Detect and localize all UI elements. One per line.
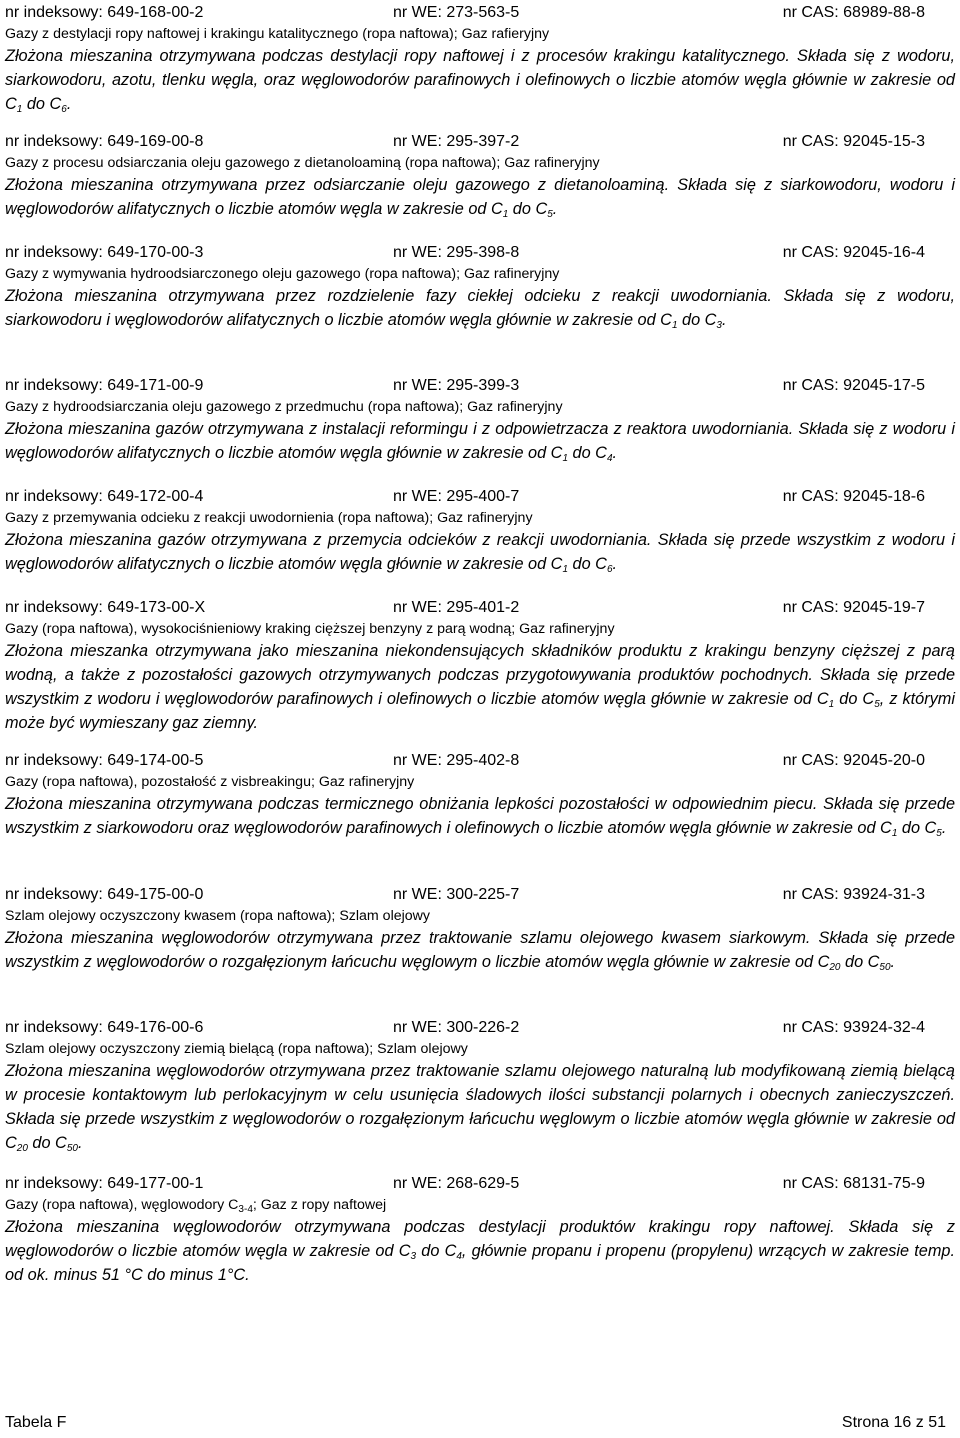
we-number: nr WE: 295-398-8 [393,244,520,261]
substance-description: Złożona mieszanina otrzymywana przez rozdzielenie fazy ciekłej odcieku z reakcji uwodorniania. Składa się z wodoru, siarkowodoru i węglowodorów alifatycznych o liczbie atomów węgla głównie w zakresie od $C_1$ do $C_3$. [5,287,955,331]
entry-header [5,1017,955,1039]
entry-header [5,2,955,24]
cas-number: nr CAS: 68131-75-9 [782,1175,925,1192]
we-number: nr WE: 295-402-8 [393,752,520,769]
entry-header [5,884,955,906]
index-number: nr indeksowy: 649-168-00-2 [5,4,204,21]
substance-name: Gazy z hydroodsiarczania oleju gazowego z przedmuchu (ropa naftowa); Gaz rafineryjny [5,399,563,415]
entry-header [5,1173,955,1195]
we-number: nr WE: 295-401-2 [393,599,520,616]
entry [5,242,955,332]
entry-header [5,375,955,397]
entry [5,2,955,116]
footer-page-number: Strona 16 z 51 [841,1414,946,1431]
substance-name: Szlam olejowy oczyszczony ziemią bielącą (ropa naftowa); Szlam olejowy [5,1041,468,1057]
we-number: nr WE: 300-226-2 [393,1019,520,1036]
we-number: nr WE: 295-399-3 [393,377,520,394]
footer-table-label: Tabela F [5,1414,67,1431]
we-number: nr WE: 273-563-5 [393,4,520,21]
entry [5,486,955,576]
substance-name: Gazy (ropa naftowa), pozostałość z visbreakingu; Gaz rafineryjny [5,774,415,790]
entry-header [5,597,955,619]
index-number: nr indeksowy: 649-172-00-4 [5,488,204,505]
entry-header [5,750,955,772]
substance-description: Złożona mieszanina węglowodorów otrzymywana przez traktowanie szlamu olejowego kwasem siarkowym. Składa się przede wszystkim z węglowodorów o rozgałęzionym łańcuchu węglowym o liczbie atomów węgla głównie w zakresie od $C_{20}$ do $C_{50}$. [5,929,955,973]
entry [5,597,955,735]
cas-number: nr CAS: 93924-32-4 [782,1019,925,1036]
substance-name: Gazy z destylacji ropy naftowej i krakingu katalitycznego (ropa naftowa); Gaz rafieryjny [5,26,550,42]
substance-description: Złożona mieszanina otrzymywana podczas destylacji ropy naftowej i z procesów krakingu katalitycznego. Składa się z wodoru, siarkowodoru, azotu, tlenku węgla, oraz węglowodorów parafinowych i olefinowych o liczbie atomów węgla głównie w zakresie od $C_1$ do $C_6$. [5,47,955,115]
cas-number: nr CAS: 68989-88-8 [782,4,925,21]
cas-number: nr CAS: 92045-19-7 [782,599,925,616]
we-number: nr WE: 295-397-2 [393,133,520,150]
substance-description: Złożona mieszanina otrzymywana podczas termicznego obniżania lepkości pozostałości w odpowiednim piecu. Składa się przede wszystkim z siarkowodoru oraz węglowodorów parafinowych i olefinowych o liczbie atomów węgla głównie w zakresie od $C_1$ do $C_5$. [5,795,955,839]
entry [5,750,955,840]
we-number: nr WE: 268-629-5 [393,1175,520,1192]
index-number: nr indeksowy: 649-169-00-8 [5,133,204,150]
substance-name: Gazy z procesu odsiarczania oleju gazowego z dietanoloaminą (ropa naftowa); Gaz rafineryjny [5,155,600,171]
cas-number: nr CAS: 92045-16-4 [782,244,925,261]
we-number: nr WE: 300-225-7 [393,886,520,903]
entry [5,375,955,465]
substance-description: Złożona mieszanka otrzymywana jako mieszanina niekondensujących składników produktu z krakingu benzyny cięższej z parą wodną, a także z pozostałości gazowych otrzymywanych podczas przygotowywania produktów pochodnych. Składa się przede wszystkim z wodoru i węglowodorów parafinowych i olefinowych o liczbie atomów węgla głównie w zakresie od $C_1$ do $C_5$, z którymi może być wymieszany gaz ziemny. [5,642,955,732]
substance-description: Złożona mieszanina gazów otrzymywana z instalacji reformingu i z odpowietrzacza z reaktora uwodorniania. Składa się z wodoru i węglowodorów alifatycznych o liczbie atomów węgla głównie w zakresie od $C_1$ do $C_4$. [5,420,955,464]
substance-description: Złożona mieszanina węglowodorów otrzymywana przez traktowanie szlamu olejowego naturalną lub modyfikowaną ziemią bielącą w procesie kontaktowym lub perlokacyjnym w celu usunięcia śladowych ilości substancji polarnych i obecnych zanieczyszczeń. Składa się przede wszystkim z węglowodorów o rozgałęzionym łańcuchu węglowym o liczbie atomów węgla głównie w zakresie od $C_{20}$ do $C_{50}$. [5,1062,955,1154]
entry [5,1017,955,1155]
entry-header [5,242,955,264]
index-number: nr indeksowy: 649-170-00-3 [5,244,204,261]
index-number: nr indeksowy: 649-175-00-0 [5,886,204,903]
entry-header [5,131,955,153]
index-number: nr indeksowy: 649-173-00-X [5,599,206,616]
we-number: nr WE: 295-400-7 [393,488,520,505]
entry [5,1173,955,1287]
substance-name: Gazy z przemywania odcieku z reakcji uwodornienia (ropa naftowa); Gaz rafineryjny [5,510,533,526]
cas-number: nr CAS: 93924-31-3 [782,886,925,903]
substance-name: Szlam olejowy oczyszczony kwasem (ropa naftowa); Szlam olejowy [5,908,430,924]
entry-header [5,486,955,508]
substance-description: Złożona mieszanina otrzymywana przez odsiarczanie oleju gazowego z dietanoloaminą. Składa się z siarkowodoru, wodoru i węglowodorów alifatycznych o liczbie atomów węgla w zakresie od $C_1$ do $C_5$. [5,176,955,220]
index-number: nr indeksowy: 649-171-00-9 [5,377,204,394]
cas-number: nr CAS: 92045-20-0 [782,752,925,769]
entry [5,884,955,974]
substance-name: Gazy z wymywania hydroodsiarczonego oleju gazowego (ropa naftowa); Gaz rafineryjny [5,266,560,282]
substance-description: Złożona mieszanina gazów otrzymywana z przemycia odcieków z reakcji uwodorniania. Składa się przede wszystkim z wodoru i węglowodorów alifatycznych o liczbie atomów węgla głównie w zakresie od $C_1$ do $C_6$. [5,531,955,575]
cas-number: nr CAS: 92045-18-6 [782,488,925,505]
index-number: nr indeksowy: 649-177-00-1 [5,1175,204,1192]
index-number: nr indeksowy: 649-174-00-5 [5,752,204,769]
index-number: nr indeksowy: 649-176-00-6 [5,1019,204,1036]
substance-name: Gazy (ropa naftowa), węglowodory $C_{3-4}$; Gaz z ropy naftowej [5,1197,387,1215]
entry [5,131,955,221]
substance-name: Gazy (ropa naftowa), wysokociśnieniowy kraking cięższej benzyny z parą wodną; Gaz rafineryjny [5,621,615,637]
substance-description: Złożona mieszanina węglowodorów otrzymywana podczas destylacji produktów krakingu ropy naftowej. Składa się z węglowodorów o liczbie atomów węgla w zakresie od $C_3$ do $C_4$, głównie propanu i propenu (propylenu) wrzących w zakresie temp. od ok. minus 51 °C do minus 1°C. [5,1218,955,1284]
cas-number: nr CAS: 92045-17-5 [782,377,925,394]
cas-number: nr CAS: 92045-15-3 [782,133,925,150]
